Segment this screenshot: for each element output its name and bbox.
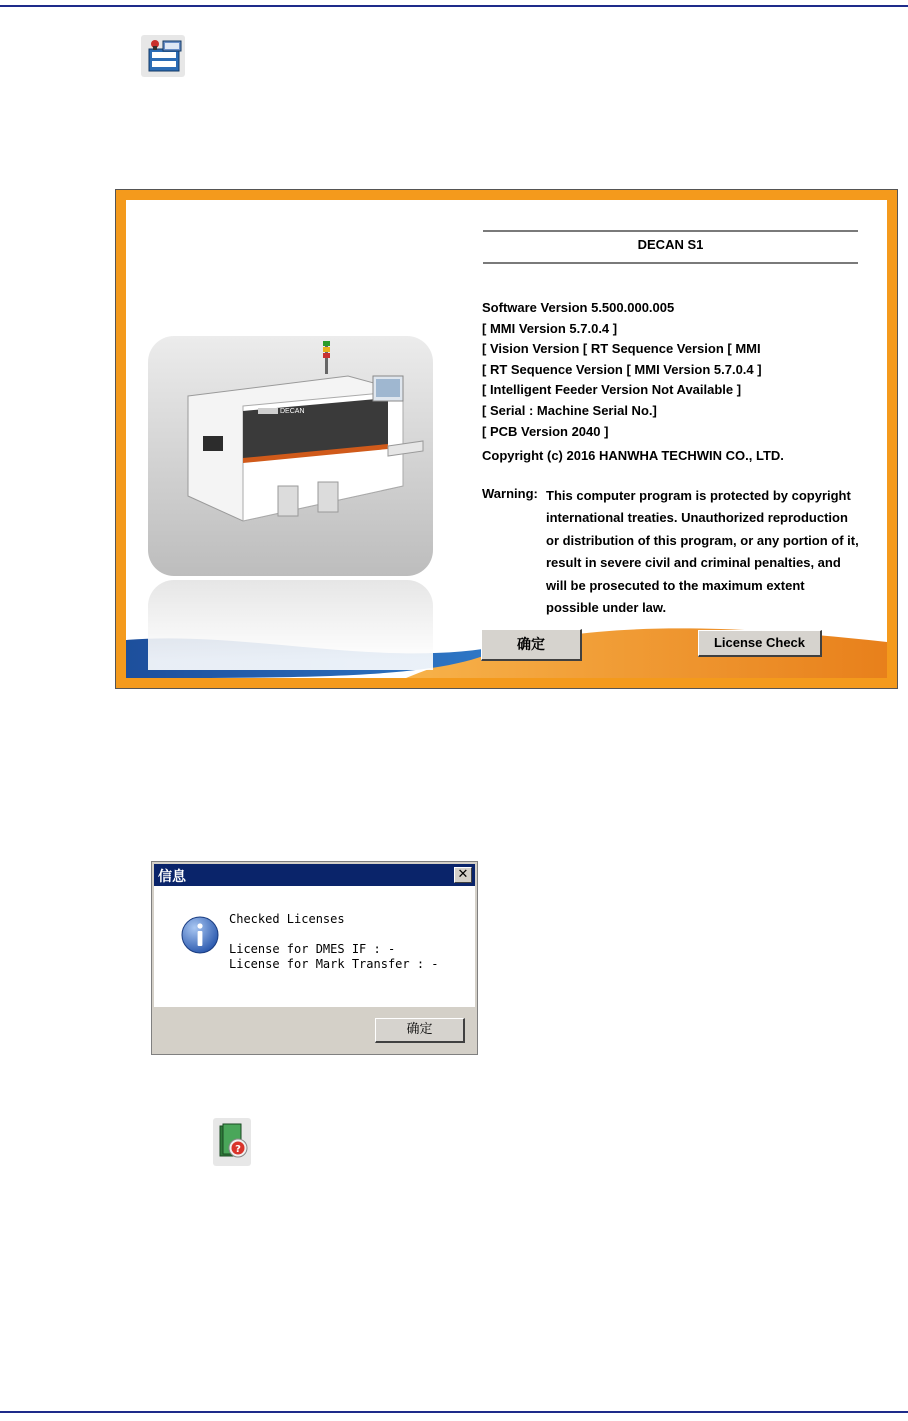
dialog-title: 信息 (158, 869, 186, 885)
vision-version: [ Vision Version [ RT Sequence Version [ MMI (482, 341, 761, 357)
warning-line: possible under law. (546, 599, 667, 615)
copyright-text: Copyright (c) 2016 HANWHA TECHWIN CO., LTD. (482, 448, 784, 463)
mmi-version: [ MMI Version 5.7.0.4 ] (482, 320, 618, 336)
help-book-icon[interactable] (213, 1118, 251, 1166)
bottom-rule (0, 1411, 908, 1413)
feeder-version: [ Intelligent Feeder Version Not Available ] (482, 382, 742, 398)
about-panel (126, 200, 887, 678)
dialog-body (154, 886, 475, 1007)
warning-line: result in severe civil and criminal penalties, and (546, 555, 841, 571)
about-dialog (115, 189, 898, 689)
license-mark-line: License for Mark Transfer : - (229, 957, 439, 971)
software-version: Software Version 5.500.000.005 (482, 300, 675, 315)
license-dmes-line: License for DMES IF : - (229, 942, 396, 956)
ok-button[interactable]: 确定 (481, 629, 582, 661)
warning-line: international treaties. Unauthorized reproduction (546, 510, 848, 526)
pcb-version: [ PCB Version 2040 ] (482, 423, 609, 439)
close-icon: ✕ (457, 867, 469, 882)
warning-line: will be prosecuted to the maximum extent (546, 577, 805, 593)
info-icon (180, 915, 220, 955)
machine-config-icon[interactable] (141, 35, 185, 77)
warning-label: Warning: (482, 486, 538, 501)
license-check-button[interactable]: License Check (698, 630, 822, 657)
version-info (482, 298, 882, 442)
message-text (229, 912, 439, 972)
dialog-ok-button[interactable]: 确定 (375, 1018, 465, 1043)
top-rule (0, 5, 908, 7)
close-button[interactable] (454, 867, 472, 883)
rt-sequence-version: [ RT Sequence Version [ MMI Version 5.7.0.4 ] (482, 361, 762, 377)
dialog-title-bar[interactable] (154, 864, 475, 886)
machine-image (148, 336, 433, 576)
product-title: DECAN S1 (483, 230, 858, 264)
serial-number: [ Serial : Machine Serial No.] (482, 402, 657, 418)
machine-reflection (148, 580, 433, 670)
warning-line: or distribution of this program, or any portion of it, (546, 532, 859, 548)
message-heading: Checked Licenses (229, 912, 345, 926)
svg-text:?: ? (235, 1144, 241, 1155)
license-message-dialog (151, 861, 478, 1055)
warning-line: This computer program is protected by copyright (546, 488, 851, 503)
warning-text (546, 486, 887, 620)
machine-brand-label: DECAN (280, 408, 305, 415)
